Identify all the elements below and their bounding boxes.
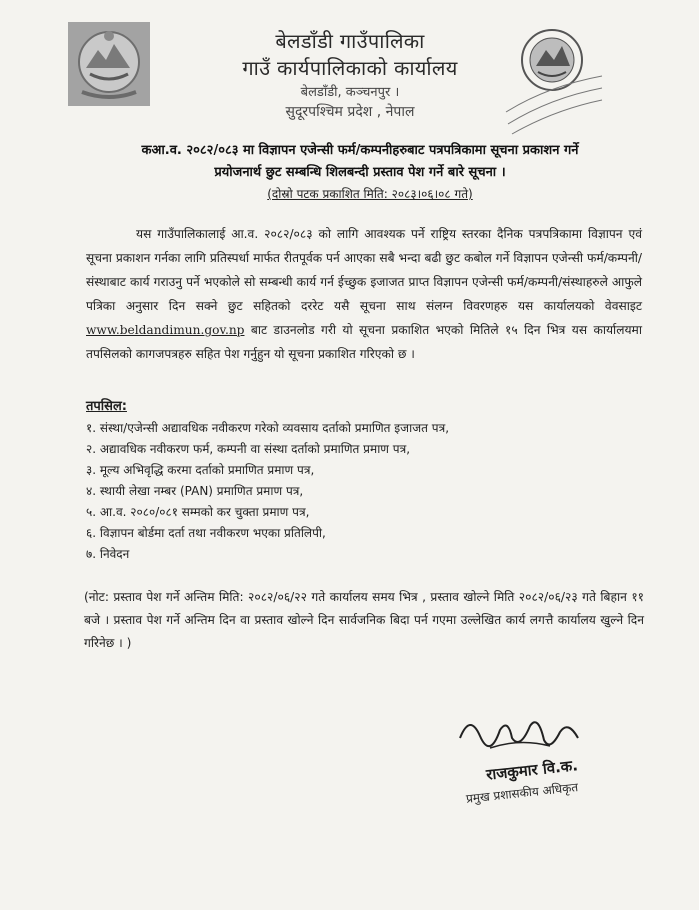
notice-title-line1: कआ.व. २०८२/०८३ मा विज्ञापन एजेन्सी फर्म/कम्पनीहरुबाट पत्रपत्रिकामा सूचना प्रकाशन गर्ने: [141, 143, 579, 158]
office-stamp-icon: [498, 16, 606, 136]
note-paragraph: (नोट: प्रस्ताव पेश गर्ने अन्तिम मिति: २०८२/०६/२२ गते कार्यालय समय भित्र , प्रस्ताव खोल्ने मिति २०८२/०६/२३ गते बिहान ११ बजे । प्रस्ताव पेश गर्ने अन्तिम दिन वा प्रस्ताव खोल्ने दिन सार्वजनिक बिदा पर्न गएमा उल्लेखित कार्य लगत्तै कार्यालय खुल्ने दिन गरिनेछ । ): [84, 590, 644, 650]
list-item: ५. आ.व. २०८०/०८१ सम्मको कर चुक्ता प्रमाण पत्र,: [86, 505, 310, 519]
nepal-emblem-icon: [68, 22, 150, 106]
list-item: ६. विज्ञापन बोर्डमा दर्ता तथा नवीकरण भएका प्रतिलिपी,: [86, 526, 326, 540]
notice-title-line2: प्रयोजनार्थ छुट सम्बन्धि शिलबन्दी प्रस्ताव पेश गर्ने बारे सूचना ।: [214, 165, 506, 180]
list-item: ३. मूल्य अभिवृद्धि करमा दर्ताको प्रमाणित प्रमाण पत्र,: [86, 463, 315, 477]
handwritten-signature-icon: [450, 708, 600, 758]
website-link[interactable]: www.beldandimun.gov.np: [86, 323, 245, 337]
notice-title: [100, 140, 620, 184]
list-item: १. संस्था/एजेन्सी अद्यावधिक नवीकरण गरेको व्यवसाय दर्ताको प्रमाणित इजाजत पत्र,: [86, 421, 450, 435]
list-item: २. अद्यावधिक नवीकरण फर्म, कम्पनी वा संस्था दर्ताको प्रमाणित प्रमाण पत्र,: [86, 442, 411, 456]
list-item: ७. निवेदन: [86, 547, 130, 561]
office-name: बेलडाँडी गाउँपालिका: [275, 29, 425, 53]
office-province: सुदूरपश्चिम प्रदेश , नेपाल: [285, 104, 415, 120]
list-item: ४. स्थायी लेखा नम्बर (PAN) प्रमाणित प्रमाण पत्र,: [86, 484, 304, 498]
signatory-name: राजकुमार वि.क.: [485, 756, 579, 784]
office-subtitle: गाउँ कार्यपालिकाको कार्यालय: [242, 56, 458, 80]
office-address: बेलडाँडी, कञ्चनपुर ।: [300, 85, 400, 100]
publish-date: (दोस्रो पटक प्रकाशित मिति: २०८३।०६।०८ गते): [267, 187, 473, 201]
document-list: [86, 418, 606, 565]
body-text-before-url: यस गाउँपालिकालाई आ.व. २०८२/०८३ को लागि आवश्यक पर्ने राष्ट्रिय स्तरका दैनिक पत्रपत्रिकामा विज्ञापन एवं सूचना प्रकाशन गर्नका लागि प्रतिस्पर्धा मार्फत रीतपूर्वक पर्न आएका सबै भन्दा बढी छुट कबोल गर्ने विज्ञापन एजेन्सी फर्म/कम्पनी/संस्थाबाट कार्य गराउनु पर्ने भएकोले सो सम्बन्धी कार्य गर्न ईच्छुक इजाजत प्राप्त विज्ञापन एजेन्सी फर्म/कम्पनी/संस्थाहरुले आफुले पत्रिका अनुसार दिन सक्ने छुट सहितको दररेट यसै सूचना साथ संलग्न विवरणहरु यस कार्यालयको वेवसाइट: [86, 227, 642, 313]
list-heading: तपसिल:: [86, 399, 127, 414]
body-text-after-url: बाट डाउनलोड गरी यो सूचना प्रकाशित भएको मितिले १५ दिन भित्र यस कार्यालयमा तपसिलको कागजपत्रहरु सहित पेश गर्नुहुन यो सूचना प्रकाशित गरिएको छ ।: [86, 323, 642, 361]
office-header: [200, 28, 500, 122]
signatory-title: प्रमुख प्रशासकीय अधिकृत: [465, 780, 579, 806]
notice-body: [86, 222, 642, 366]
